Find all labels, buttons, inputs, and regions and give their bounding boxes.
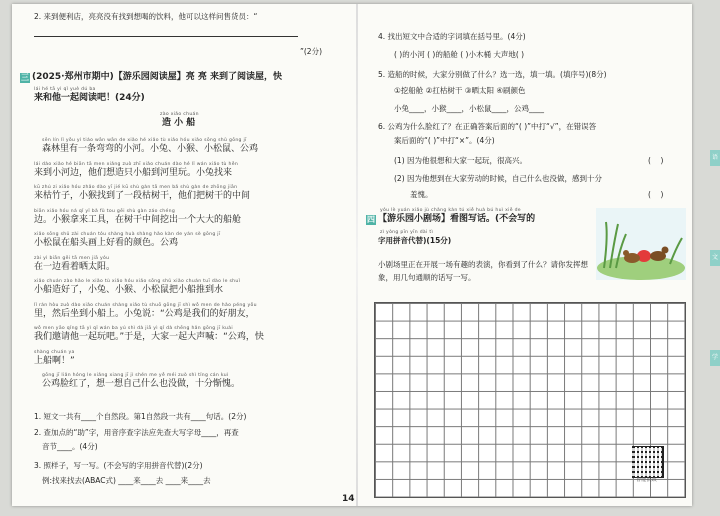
story-line-pinyin: biān xiǎo hóu ná qǐ yǐ bǎ fǔ tou gēi shù gàn záo chéng	[34, 208, 176, 214]
story-title: 造 小 船	[162, 118, 196, 128]
story-line-text: 边。小猴拿来工具，在树干中间挖出一个大大的船舱	[34, 214, 242, 225]
right-q4b: ( )的小河 ( )的船舱 ( )小木桶 大声地( )	[394, 50, 525, 59]
writing-section-title-2: 字用拼音代替)(15分)	[378, 236, 452, 245]
right-q6c: (1) 因为他很想和大家一起玩，很高兴。	[394, 156, 528, 165]
left-q2-tail: ”(2分)	[300, 47, 323, 56]
story-line-text: 来枯竹子，小猴找到了一段枯树干，他们把树干的中间	[34, 191, 251, 201]
story-line-pinyin: wǒ men yāo qǐng tā yì qǐ wán ba yú shì dà jiā yì qǐ dà shēng hǎn gōng jī kuài	[34, 326, 233, 331]
right-q5b: ①挖船舱 ②扛枯树干 ③晒太阳 ④刷颜色	[394, 86, 526, 95]
story-line-pinyin: shàng chuán ya	[34, 349, 75, 355]
side-tab-1: 语	[710, 150, 720, 166]
section-pinyin: lái hé tā yì qǐ yuè dú ba	[34, 87, 96, 92]
story-line-pinyin: zài yì biān gěi tā men jiā yóu	[34, 255, 110, 261]
left-q2-top: 2. 来到便利店，亮亮没有找到想喝的饮料，他可以这样问售货员：“	[34, 12, 258, 21]
left-q1: 1. 短文一共有____个自然段。第1自然段一共有____句话。(2分)	[34, 412, 247, 421]
story-line-text: 来到小河边，他们想造只小船到河里玩。小兔找来	[34, 167, 233, 178]
story-line-pinyin: sēn lín lǐ yǒu yì tiáo wān wān de xiǎo hé xiǎo tù xiǎo hóu xiǎo sōng shǔ gōng jī	[42, 138, 247, 143]
story-title-pinyin: zào xiǎo chuán	[160, 112, 199, 117]
story-line-text: 在一边看着晒太阳。	[34, 261, 116, 272]
qr-caption: 智能批改	[636, 477, 658, 483]
story-line-text: 里，然后坐到小船上。小兔说：“公鸡是我们的好朋友，	[34, 308, 255, 319]
story-line-pinyin: xiǎo sōng shǔ zài chuán tóu shàng huà shàng hǎo kàn de yán sè gōng jī	[34, 232, 221, 237]
writing-section-pinyin-2: zì yòng pīn yīn dài tì	[380, 230, 434, 235]
right-q5: 5. 造船的时候，大家分别做了什么？选一选，填一填。(填序号)(8分)	[378, 70, 607, 79]
left-q3b: 例:找来找去(ABAC式) ____来____去 ____来____去	[42, 476, 211, 485]
story-line-text: 上船啊！”	[34, 355, 75, 366]
story-line-text: 小松鼠在船头画上好看的颜色。公鸡	[34, 238, 179, 248]
section-badge-4: 四	[367, 215, 375, 224]
right-q4: 4. 找出短文中合适的字词填在括号里。(4分)	[378, 32, 526, 41]
story-line-text: 我们邀请他一起玩吧。”于是，大家一起大声喊：“公鸡，快	[34, 332, 264, 342]
section-title-reading-2: 来和他一起阅读吧！(24分)	[34, 93, 145, 103]
story-line-pinyin: gōng jī liǎn hóng le xiǎng xiang jī jì shén me yě méi zuò shì tǐng cán kuì	[42, 373, 229, 378]
story-line-pinyin: kū zhú zi xiǎo hóu zhǎo dào yī jié kū shù gàn tā men bǎ shù gàn de zhōng jiān	[34, 185, 238, 190]
writing-section-pinyin: yóu lè yuán xiǎo jù chǎng kàn tú xiě huà bú huì xiě de	[380, 208, 521, 213]
right-q6: 6. 公鸡为什么脸红了？在正确答案后面的“( )”中打“√”，在错误答	[378, 122, 597, 131]
story-line-text: 小船造好了，小兔、小猴、小松鼠把小船推到水	[34, 285, 224, 295]
writing-prompt: 小剧场里正在开展一场有趣的表演，你看到了什么？请你发挥想象，用几句通顺的话写一写。	[378, 260, 588, 282]
side-tab-2: 文	[710, 250, 720, 266]
right-q6b: 案后面的“( )”中打“×”。(4分)	[394, 136, 495, 145]
right-q6e: 羞愧。	[410, 190, 433, 199]
story-line-pinyin: lǐ rán hòu zuò dào xiǎo chuán shàng xiǎo tù shuō gōng jī shì wǒ men de hǎo péng yǒu	[34, 302, 257, 308]
right-q5c: 小兔____，小猴____，小松鼠____，公鸡____	[394, 104, 544, 113]
qr-code-pattern	[632, 446, 662, 476]
side-tab-3: 学	[710, 350, 720, 366]
left-q2: 2. 查加点的“助”字，用音序查字法应先查大写字母____，再查	[34, 428, 239, 437]
story-line-pinyin: lái dào xiǎo hé biān tā men xiǎng zuò zhī xiǎo chuán dào hé lǐ wán xiǎo tù hěn	[34, 161, 239, 167]
left-q3: 3. 照样子，写一写。(不会写的字用拼音代替)(2分)	[34, 461, 203, 470]
story-line-text: 公鸡脸红了，想一想自己什么也没做，十分惭愧。	[42, 379, 241, 389]
right-q6d: (2) 因为他想到在大家劳动的时候，自己什么也没做，感到十分	[394, 174, 603, 183]
answer-paren-1[interactable]: ( )	[648, 156, 664, 165]
section-title-reading: (2025·郑州市期中)【游乐园阅读屋】亮 亮 来到了阅读屋，快	[32, 72, 282, 82]
page-fold	[356, 4, 358, 506]
illustration-animals-stage	[596, 208, 686, 280]
story-line-pinyin: xiǎo chuán zào hǎo le xiǎo tù xiǎo hóu xiǎo sōng shǔ xiǎo chuán tuī dào le shuǐ	[34, 279, 241, 284]
page-number: 14	[342, 494, 355, 504]
section-badge-3: 三	[21, 73, 29, 82]
left-q2b: 音节____。(4分)	[42, 442, 98, 451]
story-line-text: 森林里有一条弯弯的小河。小兔、小猴、小松鼠、公鸡	[42, 144, 259, 154]
answer-paren-2[interactable]: ( )	[648, 190, 664, 199]
writing-section-title: 【游乐园小剧场】看图写话。(不会写的	[378, 214, 536, 224]
answer-line[interactable]	[34, 36, 298, 37]
